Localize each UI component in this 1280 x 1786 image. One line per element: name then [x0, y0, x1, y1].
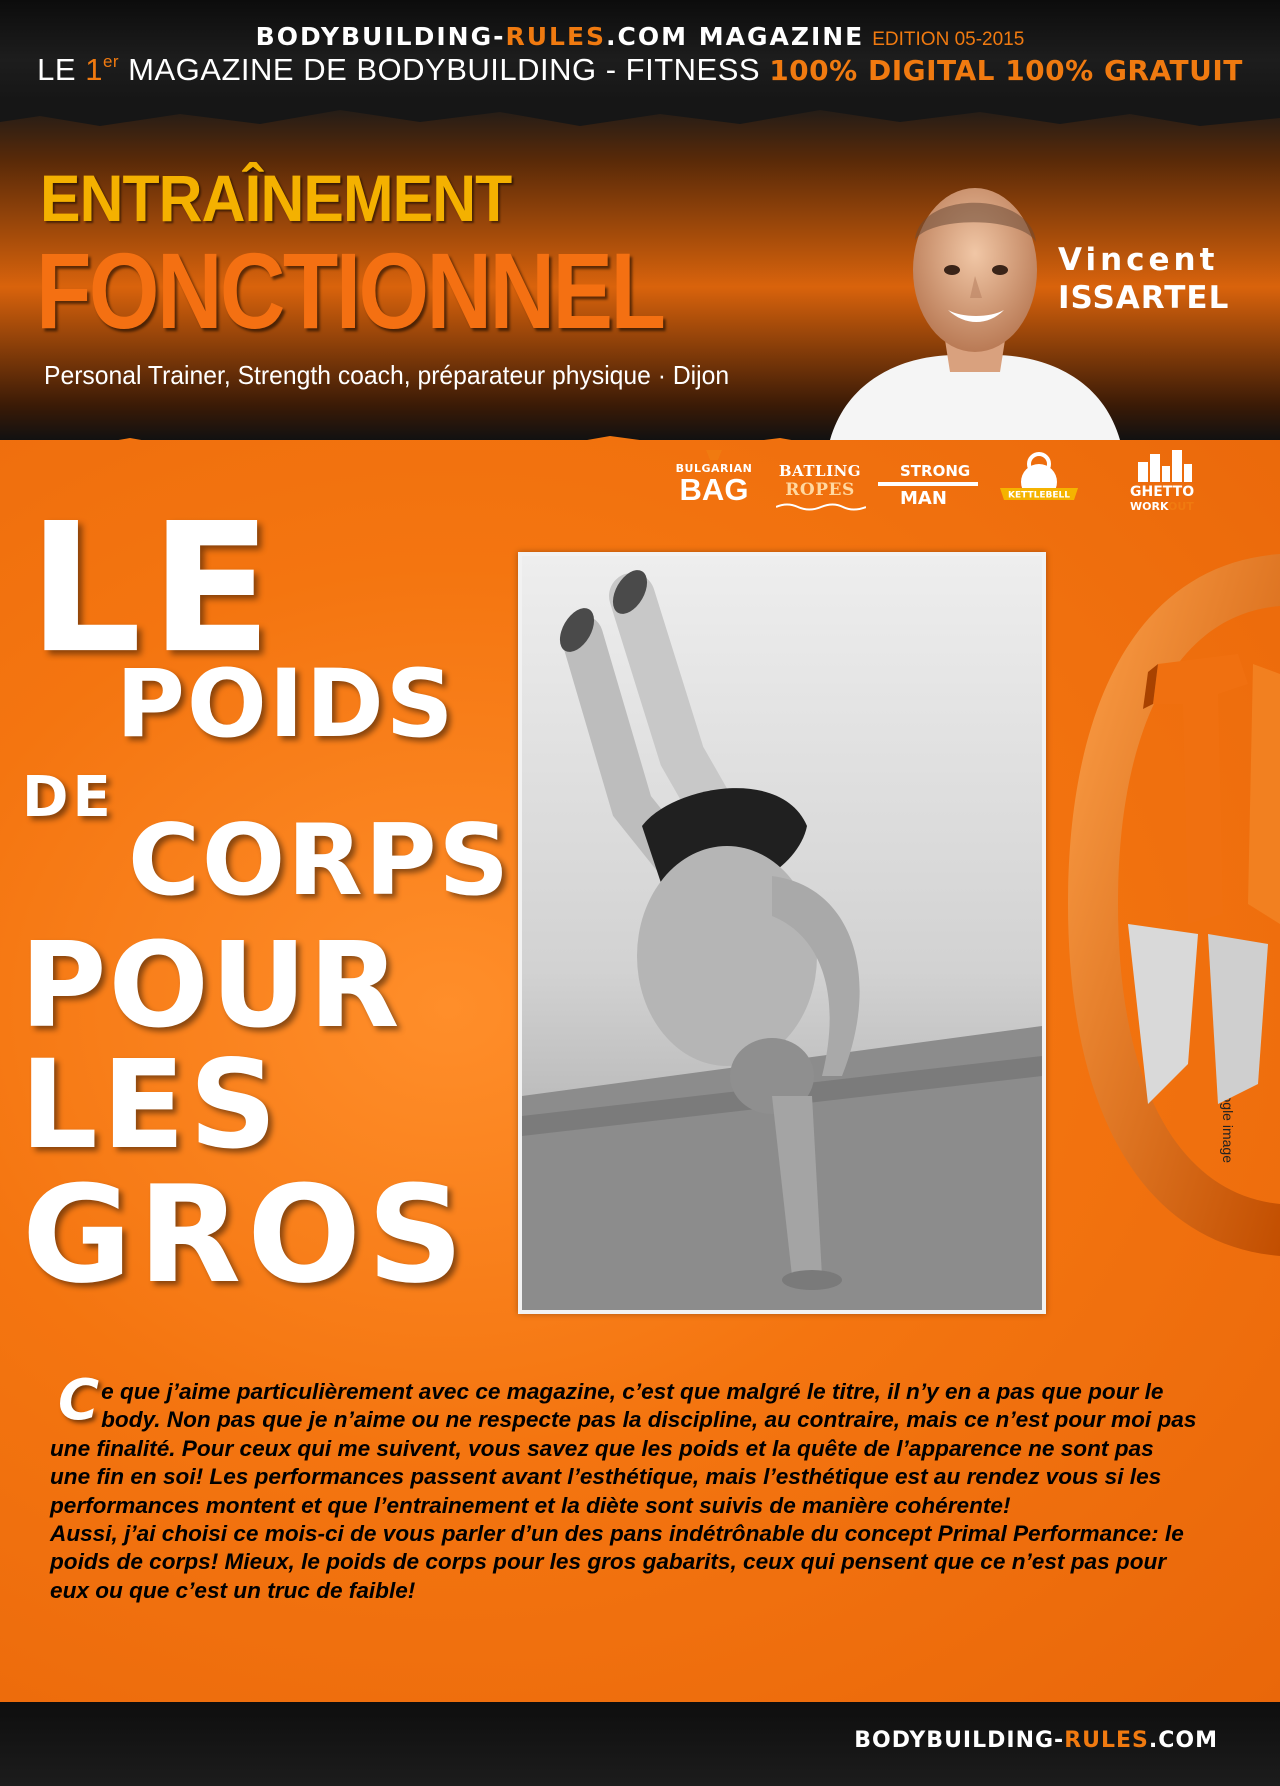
- kettlebell-logo: [998, 448, 1080, 516]
- tagline-part: MAGAZINE DE BODYBUILDING - FITNESS: [119, 52, 770, 87]
- magazine-name-accent: RULES: [505, 22, 607, 51]
- logo-text-big: MAN: [900, 488, 947, 509]
- rubric-title-line2: FONCTIONNEL: [36, 230, 664, 351]
- logo-text-small: BULGARIAN: [675, 462, 753, 475]
- headline-le: LE: [28, 485, 281, 694]
- rubric-title-line1: ENTRAÎNEMENT: [40, 161, 512, 235]
- handstand-illustration: [522, 556, 1042, 1310]
- article-paragraph: [50, 1350, 1200, 1520]
- site-name-part: .COM: [1148, 1728, 1218, 1753]
- bulgarian-bag-logo: [672, 448, 756, 516]
- vintage-handstand-photo: [518, 552, 1046, 1314]
- tagline-superscript: er: [102, 52, 120, 71]
- city-skyline-icon: [1134, 448, 1194, 482]
- tagline-highlight: 100% DIGITAL 100% GRATUIT: [769, 54, 1243, 87]
- author-first-name: Vincent: [1058, 242, 1219, 278]
- tagline-part: LE: [37, 52, 86, 87]
- headline-poids: POIDS: [116, 650, 456, 759]
- tagline-number: 1: [85, 52, 103, 87]
- magazine-tagline: [0, 52, 1280, 88]
- footer-site-name: [854, 1728, 1218, 1753]
- headline-les: LES: [20, 1034, 281, 1176]
- torn-paper-edge: [0, 100, 1280, 140]
- bag-icon: [704, 448, 724, 462]
- logo-text-small: BATLING: [778, 462, 862, 480]
- rope-wave-icon: [776, 502, 866, 512]
- headline-pour: POUR: [20, 916, 402, 1054]
- article-paragraph: Aussi, j’ai choisi ce mois-ci de vous parler d’un des pans indétrônable du concept Primal Performance: le poids de corps! Mieux, le poids de corps pour les gros gabarits, ceux qui pensent que ce n’est pas pour eux ou que c’est un truc de faible!: [50, 1521, 1184, 1603]
- magazine-name-part: .COM MAGAZINE: [606, 22, 865, 51]
- author-description: Personal Trainer, Strength coach, préparateur physique · Dijon: [44, 360, 730, 390]
- drop-cap: C: [58, 1368, 100, 1433]
- headline-corps: CORPS: [128, 804, 512, 918]
- headline-de: DE: [22, 765, 115, 830]
- magazine-title: [0, 22, 1280, 51]
- decorative-3d-logo: [1048, 544, 1280, 1264]
- article-intro: [50, 1350, 1200, 1605]
- magazine-name-part: BODYBUILDING-: [255, 22, 506, 51]
- logo-text-accent: OUT: [1167, 500, 1194, 513]
- ghetto-workout-logo: [1126, 448, 1216, 516]
- logo-text-big: ROPES: [785, 480, 855, 500]
- site-name-part: BODYBUILDING-: [854, 1728, 1065, 1753]
- paragraph-text: e que j’aime particulièrement avec ce magazine, c’est que malgré le titre, il n’y en a pas que pour le body. Non pas que je n’aime ou ne respecte pas la discipline, au contraire, mais ce n’est pour moi pas une finalité. Pour ceux qui me suivent, vous savez que les poids et la quête de l’apparence ne sont pas une fin en soi! Les performances passent avant l’esthétique, mais l’esthétique est au rendez vous si les performances montent et que l’entrainement et la diète sont suivis de manière cohérente!: [50, 1379, 1197, 1518]
- edition-label: EDITION 05-2015: [872, 29, 1025, 50]
- author-last-name: ISSARTEL: [1058, 280, 1230, 316]
- strongman-logo: [878, 448, 978, 516]
- page-footer: [0, 1702, 1280, 1786]
- logo-text-small: STRONG: [900, 462, 971, 480]
- logo-text-big: BAG: [679, 472, 749, 507]
- site-name-accent: RULES: [1064, 1728, 1149, 1753]
- logo-text-big: GHETTO: [1130, 484, 1195, 500]
- headline-gros: GROS: [22, 1157, 470, 1313]
- logo-text-part: WORK: [1130, 500, 1168, 513]
- battling-ropes-logo: [772, 448, 868, 516]
- logo-text-small: [1130, 500, 1194, 513]
- barbell-icon: [878, 482, 978, 486]
- kettlebell-label: KETTLEBELL: [1008, 490, 1070, 501]
- kettlebell-icon: [998, 448, 1080, 512]
